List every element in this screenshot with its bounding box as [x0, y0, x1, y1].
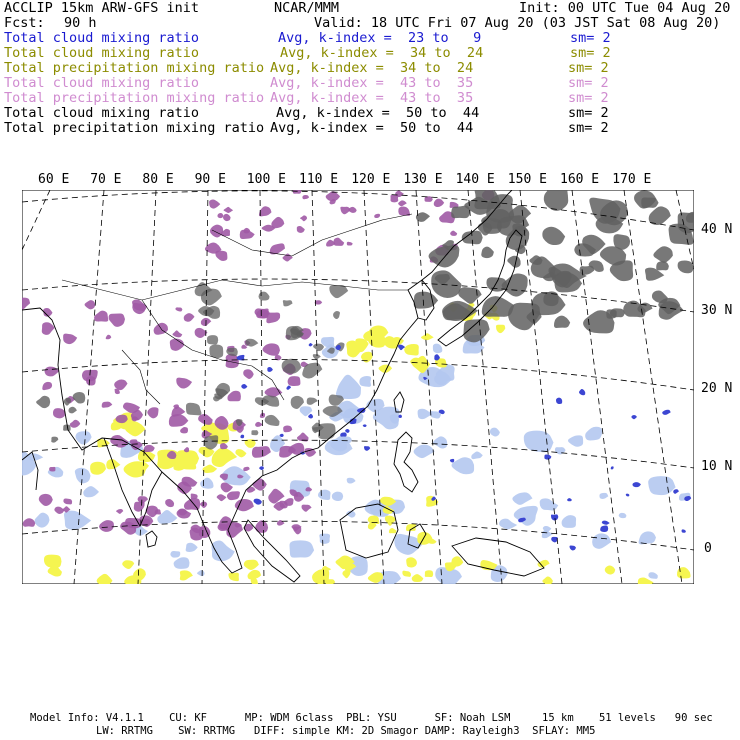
- field-name: Total precipitation mixing ratio: [4, 90, 265, 106]
- lat-label: 20 N: [701, 381, 733, 396]
- field-sm: sm= 2: [570, 30, 611, 46]
- field-sm: sm= 2: [568, 120, 609, 136]
- upper-cloud-patch: [606, 309, 616, 318]
- low-cloud-light-patch: [289, 540, 314, 557]
- valid-time: Valid: 18 UTC Fri 07 Aug 20 (03 JST Sat 08 Aug 20): [314, 15, 721, 31]
- high-cloud-patch: [293, 190, 302, 194]
- lon-label: 160 E: [560, 172, 600, 187]
- lon-label: 150 E: [507, 172, 547, 187]
- org-label: NCAR/MMM: [274, 0, 340, 16]
- lon-label: 140 E: [455, 172, 495, 187]
- low-cloud-light-patch: [341, 436, 352, 443]
- model-info-line-1: Model Info: V4.1.1 CU: KF MP: WDM 6class PBL: YSU SF: Noah LSM 15 km 51 levels 90 sec: [30, 712, 713, 724]
- field-name: Total cloud mixing ratio: [4, 105, 200, 121]
- field-sm: sm= 2: [568, 60, 609, 76]
- mid-level-cloud-patch: [326, 579, 335, 584]
- field-avg: Avg, k-index = 23 to 9: [278, 30, 482, 46]
- field-name: Total cloud mixing ratio: [4, 30, 200, 46]
- upper-cloud-patch: [209, 344, 223, 358]
- field-name: Total precipitation mixing ratio: [4, 120, 265, 136]
- lat-label: 40 N: [701, 222, 733, 237]
- field-name: Total cloud mixing ratio: [4, 75, 200, 91]
- high-cloud-patch: [288, 376, 301, 386]
- field-sm: sm= 2: [570, 45, 611, 61]
- lon-label: 130 E: [403, 172, 443, 187]
- model-info-line-2: LW: RRTMG SW: RRTMG DIFF: simple KM: 2D Smagor DAMP: Rayleigh3 SFLAY: MM5: [96, 725, 596, 737]
- fcst-value: 90 h: [64, 15, 97, 31]
- field-name: Total cloud mixing ratio: [4, 45, 200, 61]
- field-sm: sm= 2: [568, 90, 609, 106]
- lon-label: 110 E: [299, 172, 339, 187]
- field-avg: Avg, k-index = 43 to 35: [270, 90, 474, 106]
- lon-label: 170 E: [612, 172, 652, 187]
- lat-label: 0: [704, 541, 712, 556]
- lon-label: 70 E: [90, 172, 122, 187]
- high-cloud-patch: [279, 501, 287, 509]
- fcst-label: Fcst:: [4, 15, 45, 31]
- field-avg: Avg, k-index = 34 to 24: [280, 45, 484, 61]
- low-cloud-light-patch: [319, 534, 330, 544]
- low-cloud-light-patch: [170, 551, 180, 558]
- field-avg: Avg, k-index = 50 to 44: [270, 120, 474, 136]
- lon-label: 60 E: [38, 172, 70, 187]
- field-avg: Avg, k-index = 34 to 24: [270, 60, 474, 76]
- upper-cloud-patch: [251, 430, 258, 435]
- init-time: Init: 00 UTC Tue 04 Aug 20: [519, 0, 731, 16]
- field-avg: Avg, k-index = 50 to 44: [276, 105, 480, 121]
- field-avg: Avg, k-index = 43 to 35: [270, 75, 474, 91]
- high-cloud-patch: [49, 467, 55, 472]
- lon-label: 100 E: [246, 172, 286, 187]
- lat-label: 30 N: [701, 303, 733, 318]
- field-sm: sm= 2: [568, 105, 609, 121]
- forecast-map: [22, 190, 694, 584]
- mid-level-cloud-patch: [425, 570, 433, 577]
- model-title: ACCLIP 15km ARW-GFS init: [4, 0, 200, 16]
- upper-cloud-patch: [678, 212, 694, 233]
- lon-label: 80 E: [142, 172, 174, 187]
- field-sm: sm= 2: [568, 75, 609, 91]
- lon-label: 90 E: [194, 172, 226, 187]
- field-name: Total precipitation mixing ratio: [4, 60, 265, 76]
- lon-label: 120 E: [351, 172, 391, 187]
- lat-label: 10 N: [701, 459, 733, 474]
- upper-cloud-patch: [207, 335, 218, 345]
